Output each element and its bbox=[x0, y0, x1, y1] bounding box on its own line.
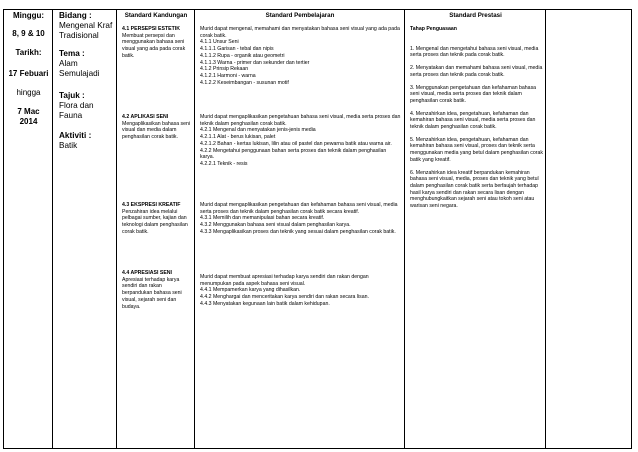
kandungan-block bbox=[122, 202, 192, 236]
kandungan-text: Mengaplikasikan bahasa seni visual dan media dalam penghasilan corak batik. bbox=[122, 120, 191, 141]
pembelajaran-item: 4.3.2 Menggunakan bahasa seni visual dalam penghasilan karya. bbox=[200, 222, 351, 229]
pembelajaran-intro: Murid dapat membuat apresiasi terhadap karya sendiri dan rakan dengan menumpukan pada aspek bahasa seni visual. bbox=[200, 274, 369, 287]
topic-column bbox=[53, 10, 117, 151]
pembelajaran-item: 4.1.2 Prinsip Rekaan bbox=[200, 66, 249, 73]
bidang-label: Bidang : bbox=[59, 11, 92, 20]
standard-pembelajaran-column bbox=[195, 10, 405, 307]
tarikh-label: Tarikh: bbox=[15, 48, 42, 57]
standard-pembelajaran-header: Standard Pembelajaran bbox=[265, 12, 335, 19]
prestasi-item: 1. Mengenal dan mengetahui bahasa seni visual, media serta proses dan teknik pada corak batik. bbox=[410, 45, 539, 59]
pembelajaran-item: 4.3.3 Mengaplikasikan proses dan teknik yang sesuai dalam penghasilan corak batik. bbox=[200, 228, 396, 235]
kandungan-block bbox=[122, 26, 192, 60]
kandungan-title: 4.1 PERSEPSI ESTETIK bbox=[122, 26, 180, 32]
kandungan-block bbox=[122, 270, 192, 310]
pembelajaran-intro: Murid dapat mengaplikasikan pengetahuan dan kefahaman bahasa seni visual, media serta proses dan teknik dalam penghasilan corak batik secara kreatif. bbox=[200, 202, 398, 215]
pembelajaran-block bbox=[200, 274, 401, 308]
tajuk-label: Tajuk : bbox=[59, 91, 85, 100]
kandungan-text: Membuat persepsi dan menggunakan bahasa seni visual yang ada pada corak batik. bbox=[122, 32, 186, 59]
aktiviti-label: Aktiviti : bbox=[59, 131, 92, 140]
kandungan-title: 4.4 APRESIASI SENI bbox=[122, 270, 172, 276]
aktiviti-value: Batik bbox=[59, 141, 78, 150]
pembelajaran-item: 4.1.2.1 Harmoni - warna bbox=[200, 72, 256, 79]
pembelajaran-item: 4.4.2 Menghargai dan menceritakan karya sendiri dan rakan secara lisan. bbox=[200, 294, 369, 301]
prestasi-item: 4. Menzahirkan idea, pengetahuan, kefahaman dan kemahiran bahasa seni visual, media serta proses dan teknik dalam penghasilan corak batik. bbox=[410, 110, 536, 131]
pembelajaran-item: 4.1.1.2 Rupa - organik atau geometri bbox=[200, 52, 285, 59]
pembelajaran-item: 4.1.1.3 Warna - primer dan sekunder dan tertier bbox=[200, 59, 310, 66]
kandungan-title: 4.2 APLIKASI SENI bbox=[122, 114, 169, 120]
kandungan-title: 4.3 EKSPRESI KREATIF bbox=[122, 202, 181, 208]
prestasi-item: 6. Menzahirkan idea kreatif berpandukan kemahiran bahasa seni visual, media, proses dan teknik yang betul dalam penghasilan corak batik serta berfaujah terhadap hasil karya sendiri dan rakan secara lisan dengan menghubungkaitkan sejarah seni atau tokoh seni atau warisan seni negara. bbox=[410, 169, 539, 210]
standard-kandungan-column bbox=[117, 10, 195, 310]
column-divider bbox=[545, 10, 546, 448]
pembelajaran-item: 4.2.2 Mengetahui penggunaan bahan serta proses dan teknik dalam penghasilan karya. bbox=[200, 147, 387, 161]
kandungan-block bbox=[122, 114, 192, 141]
pembelajaran-item: 4.1.1.1 Garisan - tebal dan nipis bbox=[200, 46, 274, 53]
tema-value: Alam Semulajadi bbox=[59, 59, 100, 78]
tarikh-hingga: hingga bbox=[16, 88, 41, 97]
column-divider bbox=[194, 10, 195, 448]
tarikh-end: 7 Mac 2014 bbox=[17, 107, 40, 126]
minggu-value: 8, 9 & 10 bbox=[12, 29, 45, 38]
pembelajaran-item: 4.4.1 Mempamerkan karya yang dihasilkan. bbox=[200, 287, 301, 294]
pembelajaran-item: 4.2.2.1 Teknik - resis bbox=[200, 160, 248, 167]
prestasi-item: 2. Menyatakan dan memahami bahasa seni visual, media serta proses dan teknik pada corak batik. bbox=[410, 65, 543, 78]
pembelajaran-item: 4.2.1.2 Bahan - kertas lukisan, lilin atau oil pastel dan pewarna batik atau warna air. bbox=[200, 140, 392, 147]
kandungan-text: Apresiasi terhadap karya sendiri dan rakan berpandukan bahasa seni visual, sejarah seni dan budaya. bbox=[122, 276, 182, 310]
pembelajaran-item: 4.1.2.2 Keseimbangan - susunan motif bbox=[200, 79, 289, 86]
pembelajaran-item: 4.2.1.1 Alat - berus lukisan, palet bbox=[200, 134, 276, 141]
tajuk-value: Flora dan Fauna bbox=[59, 101, 94, 120]
tema-label: Tema : bbox=[59, 49, 85, 58]
pembelajaran-item: 4.4.3 Menyatakan kegunaan lain batik dalam kehidupan. bbox=[200, 300, 330, 307]
standard-prestasi-header: Standard Prestasi bbox=[449, 12, 502, 19]
minggu-label: Minggu: bbox=[12, 11, 45, 20]
tahap-penguasaan-title: Tahap Penguasaan bbox=[410, 26, 457, 32]
pembelajaran-item: 4.2.1 Mengenal dan menyatakan jenis-jenis media bbox=[200, 127, 316, 134]
pembelajaran-item: 4.3.1 Memilih dan memanipulasi bahan secara kreatif. bbox=[200, 215, 325, 222]
column-divider bbox=[404, 10, 405, 448]
pembelajaran-block bbox=[200, 26, 401, 86]
pembelajaran-block bbox=[200, 114, 401, 168]
prestasi-block bbox=[410, 26, 543, 210]
bidang-value: Mengenal Kraf Tradisional bbox=[59, 21, 113, 40]
pembelajaran-intro: Murid dapat mengenal, memahami dan menyatakan bahasa seni visual yang ada pada corak batik. bbox=[200, 26, 400, 39]
tarikh-start: 17 Febuari bbox=[8, 69, 49, 78]
pembelajaran-block bbox=[200, 202, 401, 236]
standard-kandungan-header: Standard Kandungan bbox=[124, 12, 188, 19]
pembelajaran-intro: Murid dapat mengaplikasikan pengetahuan bahasa seni visual, media serta proses dan teknik dalam penghasilan corak batik. bbox=[200, 114, 401, 127]
rpt-table bbox=[3, 9, 632, 449]
week-date-column bbox=[4, 10, 53, 127]
standard-prestasi-column bbox=[405, 10, 546, 210]
prestasi-item: 5. Menzahirkan idea, pengetahuan, kefahaman dan kemahiran bahasa seni visual, proses dan teknik serta menggunakan media yang betul dalam penghasilan corak batik yang kreatif. bbox=[410, 136, 543, 163]
column-divider bbox=[52, 10, 53, 448]
prestasi-item: 3. Menggunakan pengetahuan dan kefahaman bahasa seni visual, media serta proses dan teknik dalam penghasilan corak batik. bbox=[410, 84, 537, 104]
column-divider bbox=[116, 10, 117, 448]
kandungan-text: Penzahiran idea melalui pelbagai sumber, kajian dan teknologi dalam penghasilan corak batik. bbox=[122, 208, 188, 235]
pembelajaran-item: 4.1.1 Unsur Seni bbox=[200, 39, 239, 46]
